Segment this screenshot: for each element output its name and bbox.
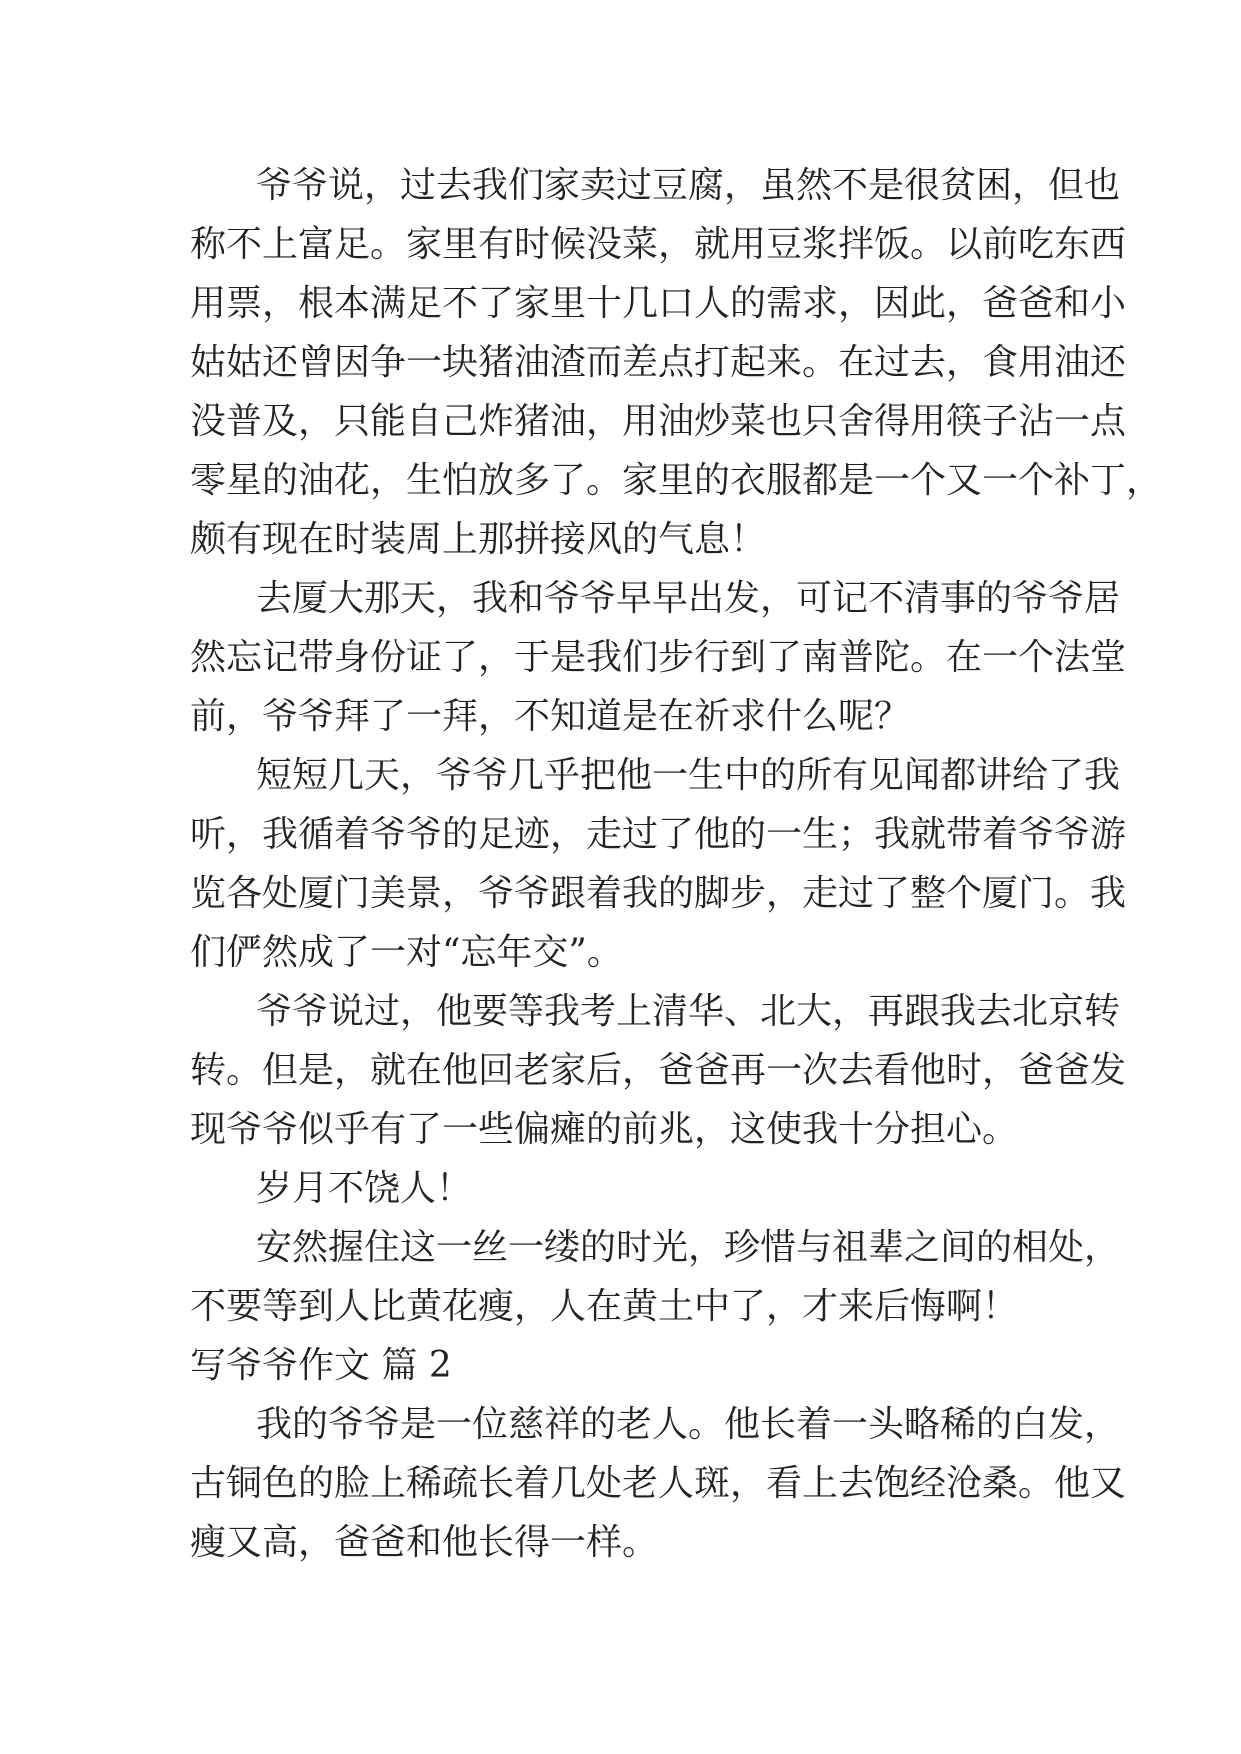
text-line: 不要等到人比黄花瘦，人在黄土中了，才来后悔啊！ [190, 1286, 1019, 1327]
section-paragraph-1 [190, 1395, 1127, 1572]
paragraph-4 [190, 982, 1127, 1159]
text-line: 没普及，只能自己炸猪油，用油炒菜也只舍得用筷子沾一点 [190, 401, 1127, 442]
paragraph-3 [190, 746, 1127, 982]
text-line: 零星的油花，生怕放多了。家里的衣服都是一个又一个补丁， [190, 460, 1163, 501]
text-line: 前，爷爷拜了一拜，不知道是在祈求什么呢？ [190, 696, 911, 737]
text-line: 爷爷说，过去我们家卖过豆腐，虽然不是很贫困，但也 [256, 165, 1121, 206]
text-line: 瘦又高，爸爸和他长得一样。 [190, 1522, 659, 1563]
text-line: 然忘记带身份证了，于是我们步行到了南普陀。在一个法堂 [190, 637, 1127, 678]
text-line: 短短几天，爷爷几乎把他一生中的所有见闻都讲给了我 [256, 755, 1121, 796]
text-line: 览各处厦门美景，爷爷跟着我的脚步，走过了整个厦门。我 [190, 873, 1127, 914]
text-line: 现爷爷似乎有了一些偏瘫的前兆，这使我十分担心。 [190, 1109, 1019, 1150]
text-line: 爷爷说过，他要等我考上清华、北大，再跟我去北京转 [256, 991, 1121, 1032]
text-line: 姑姑还曾因争一块猪油渣而差点打起来。在过去，食用油还 [190, 342, 1127, 383]
text-line: 转。但是，就在他回老家后，爸爸再一次去看他时，爸爸发 [190, 1050, 1127, 1091]
text-line: 去厦大那天，我和爷爷早早出发，可记不清事的爷爷居 [256, 578, 1121, 619]
text-line: 我的爷爷是一位慈祥的老人。他长着一头略稀的白发， [256, 1404, 1121, 1445]
text-line: 用票，根本满足不了家里十几口人的需求，因此，爸爸和小 [190, 283, 1127, 324]
paragraph-1 [190, 156, 1163, 569]
document-body [190, 156, 1163, 1572]
text-line: 颇有现在时装周上那拼接风的气息！ [190, 519, 767, 560]
text-line: 称不上富足。家里有时候没菜，就用豆浆拌饭。以前吃东西 [190, 224, 1127, 265]
text-line: 岁月不饶人！ [256, 1168, 473, 1209]
paragraph-2 [190, 569, 1127, 746]
text-line: 安然握住这一丝一缕的时光，珍惜与祖辈之间的相处， [256, 1227, 1121, 1268]
paragraph-6 [190, 1218, 1121, 1336]
text-line: 听，我循着爷爷的足迹，走过了他的一生；我就带着爷爷游 [190, 814, 1127, 855]
section-heading: 写爷爷作文 篇 2 [190, 1345, 452, 1386]
text-line: 们俨然成了一对“忘年交”。 [190, 932, 623, 973]
text-line: 古铜色的脸上稀疏长着几处老人斑，看上去饱经沧桑。他又 [190, 1463, 1127, 1504]
paragraph-5 [190, 1159, 1070, 1218]
